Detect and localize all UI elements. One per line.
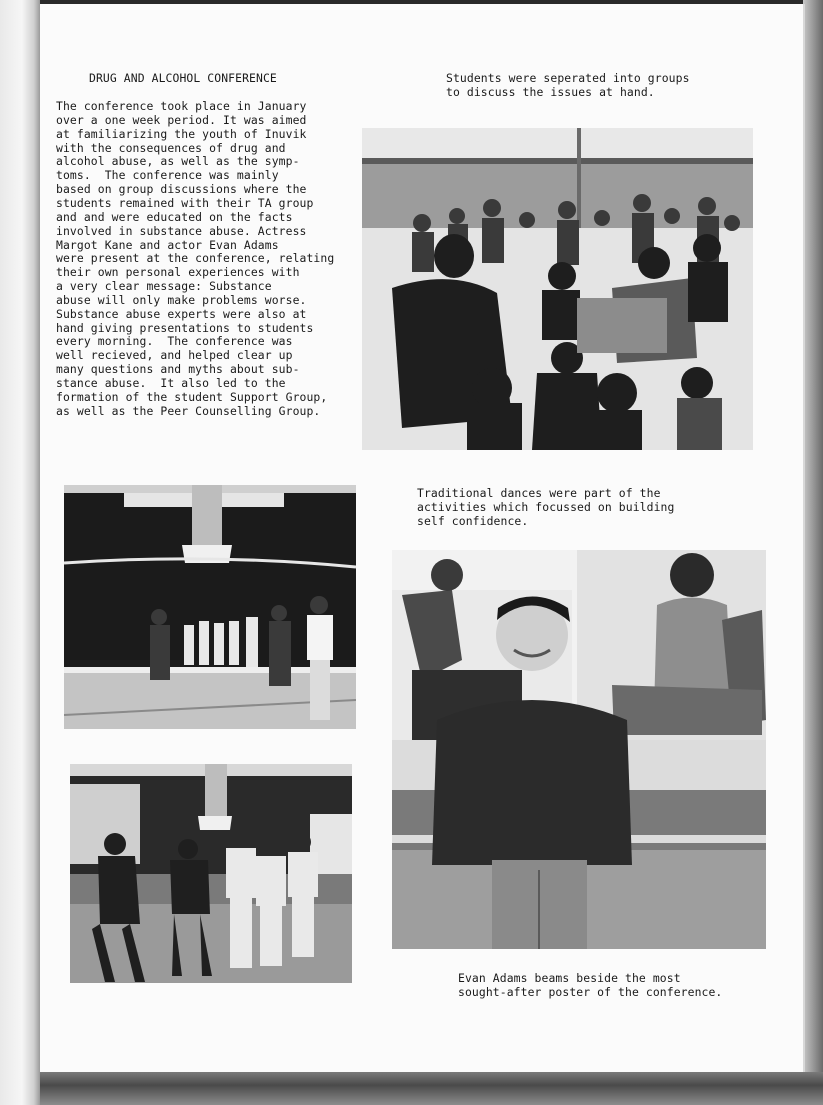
- caption-groups-line1: Students were seperated into groups: [446, 71, 690, 85]
- bottom-page-edge: [40, 1072, 823, 1105]
- article-body-line: toms. The conference was mainly: [56, 168, 279, 183]
- article-body-line: The conference took place in January: [56, 99, 307, 113]
- caption-evan-line1: Evan Adams beams beside the most: [458, 971, 681, 985]
- caption-dances-line1: Traditional dances were part of the: [417, 486, 661, 500]
- caption-groups-line2: to discuss the issues at hand.: [446, 85, 655, 99]
- article-body-line: many questions and myths about sub-: [56, 362, 300, 377]
- caption-dances-line2: activities which focussed on building: [417, 500, 675, 514]
- article-body-line: were present at the conference, relating: [56, 251, 335, 266]
- article-body-line: and and were educated on the facts: [56, 209, 293, 224]
- caption-evan-line2: sought-after poster of the conference.: [458, 985, 723, 999]
- article-body-line: Margot Kane and actor Evan Adams: [56, 237, 279, 252]
- book-spine: [0, 0, 40, 1105]
- article-body-line: over a one week period. It was aimed: [56, 112, 307, 127]
- gym-dance-photo-1: [64, 485, 356, 729]
- yearbook-page: [40, 4, 803, 1072]
- article-body-line: alcohol abuse, as well as the symp-: [56, 154, 300, 169]
- evan-adams-photo: [392, 550, 766, 949]
- article-body: [56, 100, 356, 430]
- article-body-line: at familiarizing the youth of Inuvik: [56, 126, 307, 141]
- caption-dances-line3: self confidence.: [417, 514, 529, 528]
- article-body-line: Substance abuse experts were also at: [56, 306, 307, 321]
- article-body-line: with the consequences of drug and: [56, 140, 286, 155]
- article-body-line: their own personal experiences with: [56, 265, 300, 280]
- article-body-line: stance abuse. It also led to the: [56, 376, 286, 390]
- article-body-line: students remained with their TA group: [56, 195, 314, 210]
- article-body-line: a very clear message: Substance: [56, 279, 272, 294]
- gym-dance-photo-2: [70, 764, 352, 983]
- article-body-line: based on group discussions where the: [56, 182, 307, 197]
- article-heading: DRUG AND ALCOHOL CONFERENCE: [89, 71, 277, 85]
- article-body-line: as well as the Peer Counselling Group.: [56, 403, 321, 418]
- article-body-line: well recieved, and helped clear up: [56, 348, 293, 363]
- group-discussion-photo: [362, 128, 753, 450]
- article-body-line: involved in substance abuse. Actress: [56, 223, 307, 238]
- article-body-line: abuse will only make problems worse.: [56, 292, 307, 307]
- article-body-line: every morning. The conference was: [56, 334, 293, 349]
- article-body-line: formation of the student Support Group,: [56, 389, 328, 404]
- article-body-line: hand giving presentations to students: [56, 320, 314, 335]
- right-page-edge: [803, 0, 823, 1072]
